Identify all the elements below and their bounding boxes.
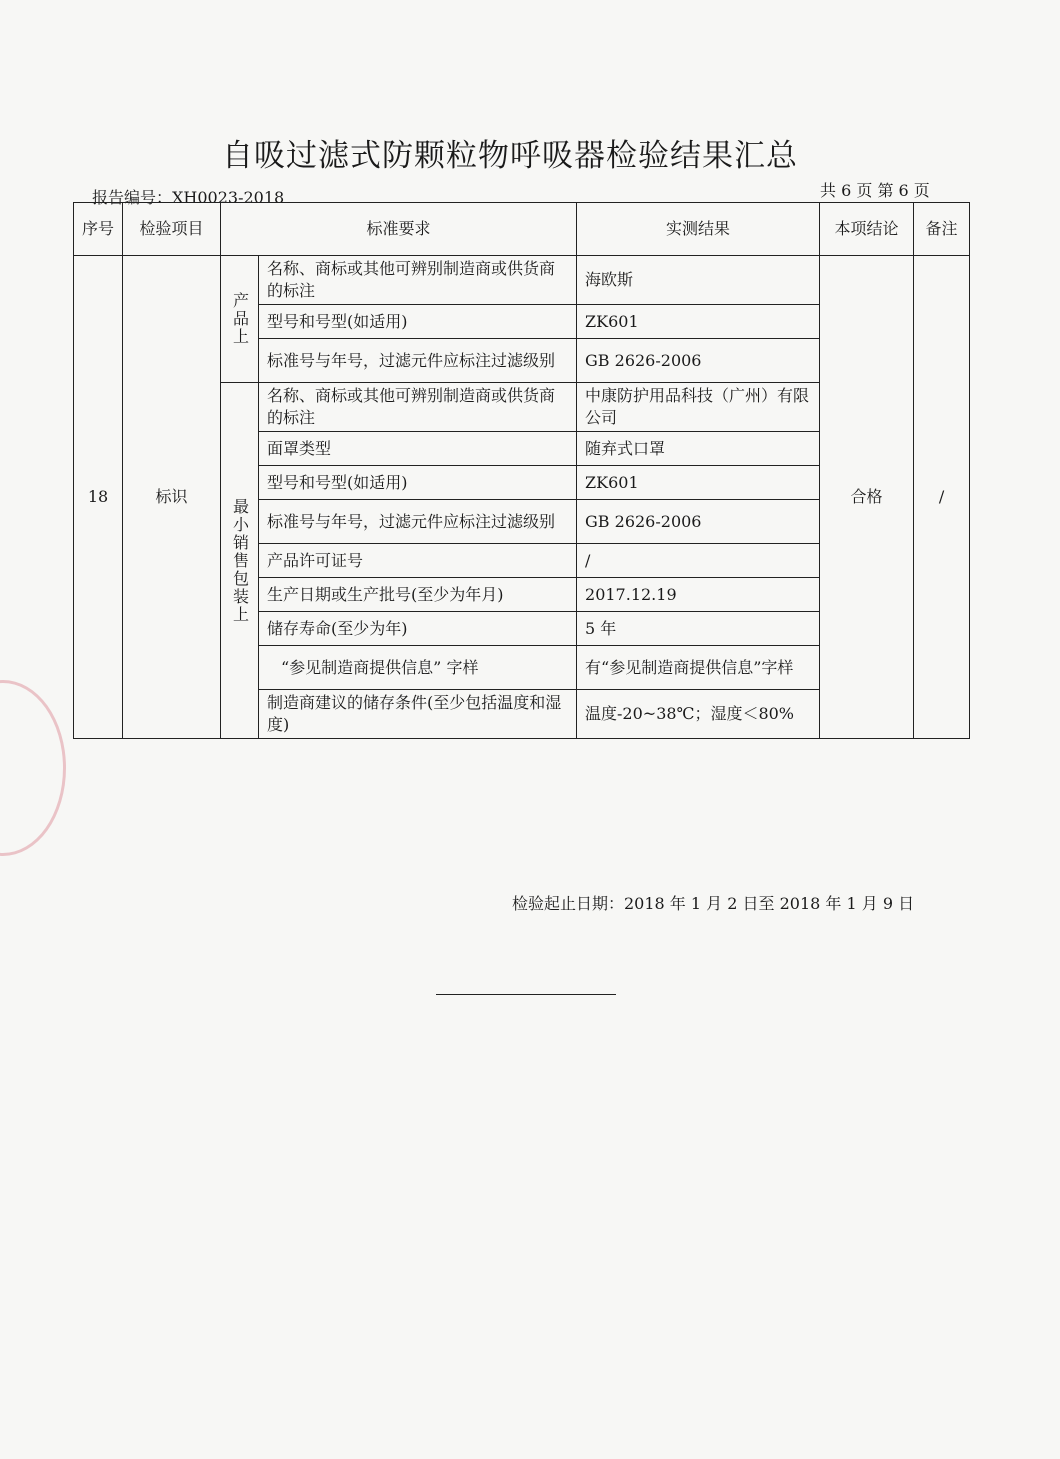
report-number: 报告编号：XH0023-2018 xyxy=(92,188,285,207)
result-cell: 温度-20~38℃；湿度＜80% xyxy=(577,690,820,739)
table-header-row xyxy=(74,203,970,256)
requirement-cell: 型号和号型(如适用) xyxy=(259,305,577,339)
result-cell: 5 年 xyxy=(577,612,820,646)
result-cell: 海欧斯 xyxy=(577,256,820,305)
result-cell: GB 2626-2006 xyxy=(577,500,820,544)
header-seq: 序号 xyxy=(74,203,123,256)
signature-line xyxy=(436,994,616,995)
header-item: 检验项目 xyxy=(123,203,221,256)
requirement-cell: 面罩类型 xyxy=(259,432,577,466)
result-cell: / xyxy=(577,544,820,578)
requirement-cell: 名称、商标或其他可辨别制造商或供货商的标注 xyxy=(259,383,577,432)
requirement-cell: 名称、商标或其他可辨别制造商或供货商的标注 xyxy=(259,256,577,305)
result-cell: 2017.12.19 xyxy=(577,578,820,612)
result-cell: 随弃式口罩 xyxy=(577,432,820,466)
seq-cell: 18 xyxy=(74,256,123,739)
results-table xyxy=(73,202,970,739)
conclusion-cell: 合格 xyxy=(820,256,914,739)
result-cell: ZK601 xyxy=(577,466,820,500)
inspection-period: 检验起止日期：2018 年 1 月 2 日至 2018 年 1 月 9 日 xyxy=(512,894,915,913)
header-remark: 备注 xyxy=(914,203,970,256)
remark-cell: / xyxy=(914,256,970,739)
result-cell: GB 2626-2006 xyxy=(577,339,820,383)
header-result: 实测结果 xyxy=(577,203,820,256)
item-cell: 标识 xyxy=(123,256,221,739)
requirement-cell: “参见制造商提供信息” 字样 xyxy=(259,646,577,690)
group-label-package: 最小销售包装上 xyxy=(221,383,259,739)
result-cell: 中康防护用品科技（广州）有限公司 xyxy=(577,383,820,432)
result-cell: ZK601 xyxy=(577,305,820,339)
page-info: 共 6 页 第 6 页 xyxy=(820,181,930,200)
header-conclusion: 本项结论 xyxy=(820,203,914,256)
result-cell: 有“参见制造商提供信息”字样 xyxy=(577,646,820,690)
requirement-cell: 储存寿命(至少为年) xyxy=(259,612,577,646)
red-seal-stamp xyxy=(0,680,66,856)
requirement-cell: 标准号与年号，过滤元件应标注过滤级别 xyxy=(259,339,577,383)
requirement-cell: 制造商建议的储存条件(至少包括温度和湿度) xyxy=(259,690,577,739)
table-row xyxy=(74,256,970,305)
document-title: 自吸过滤式防颗粒物呼吸器检验结果汇总 xyxy=(222,138,798,174)
requirement-cell: 生产日期或生产批号(至少为年月) xyxy=(259,578,577,612)
requirement-cell: 产品许可证号 xyxy=(259,544,577,578)
group-label-product: 产品上 xyxy=(221,256,259,383)
requirement-cell: 型号和号型(如适用) xyxy=(259,466,577,500)
requirement-cell: 标准号与年号，过滤元件应标注过滤级别 xyxy=(259,500,577,544)
header-requirement: 标准要求 xyxy=(221,203,577,256)
